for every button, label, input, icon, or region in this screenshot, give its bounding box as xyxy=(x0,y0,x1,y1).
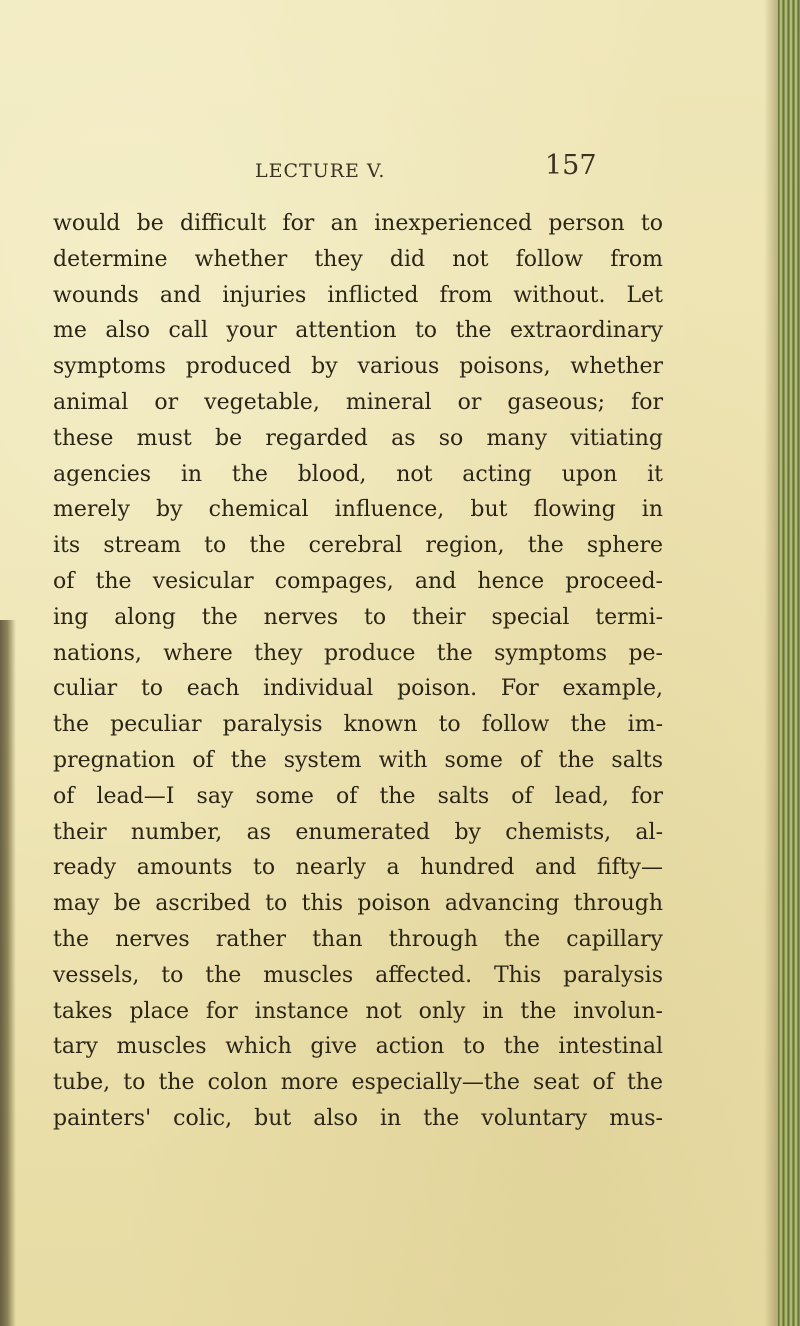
text-line: me also call your attention to the extraordinary xyxy=(53,318,663,344)
page-number: 157 xyxy=(545,150,597,181)
text-line: these must be regarded as so many vitiating xyxy=(53,425,663,451)
text-line: of the vesicular compages, and hence proceed- xyxy=(53,568,663,594)
text-line: ing along the nerves to their special termi- xyxy=(53,604,663,630)
text-line: animal or vegetable, mineral or gaseous; for xyxy=(53,389,663,415)
text-line: of lead—I say some of the salts of lead, for xyxy=(53,783,663,809)
text-line: nations, where they produce the symptoms pe- xyxy=(53,640,663,666)
text-line: would be difficult for an inexperienced person to xyxy=(53,211,663,236)
text-line: takes place for instance not only in the involun- xyxy=(53,998,663,1024)
page-edge-shadow xyxy=(764,0,778,1326)
text-line: culiar to each individual poison. For example, xyxy=(53,676,663,702)
text-line: the nerves rather than through the capillary xyxy=(53,926,663,952)
text-line: tube, to the colon more especially—the seat of the xyxy=(53,1070,663,1096)
text-line: vessels, to the muscles affected. This paralysis xyxy=(53,962,663,988)
text-line: merely by chemical influence, but flowing in xyxy=(53,497,663,523)
text-line: pregnation of the system with some of the salts xyxy=(53,747,663,773)
text-line: agencies in the blood, not acting upon it xyxy=(53,461,663,487)
binding-gutter-shadow xyxy=(0,620,16,1326)
text-line: wounds and injuries inflicted from without. Let xyxy=(53,282,663,308)
page-edges xyxy=(778,0,800,1326)
text-line: its stream to the cerebral region, the sphere xyxy=(53,533,663,559)
text-line: the peculiar paralysis known to follow the im- xyxy=(53,712,663,738)
page-header xyxy=(0,142,800,192)
text-line: painters' colic, but also in the voluntary mus- xyxy=(53,1105,663,1131)
body-text xyxy=(53,206,663,1137)
text-line: symptoms produced by various poisons, whether xyxy=(53,354,663,380)
text-line: may be ascribed to this poison advancing through xyxy=(53,891,663,917)
text-line: tary muscles which give action to the intestinal xyxy=(53,1034,663,1060)
text-line: ready amounts to nearly a hundred and fifty— xyxy=(53,855,663,881)
text-line: their number, as enumerated by chemists, al- xyxy=(53,819,663,845)
running-head: LECTURE V. xyxy=(255,160,386,182)
text-line: determine whether they did not follow from xyxy=(53,246,663,272)
